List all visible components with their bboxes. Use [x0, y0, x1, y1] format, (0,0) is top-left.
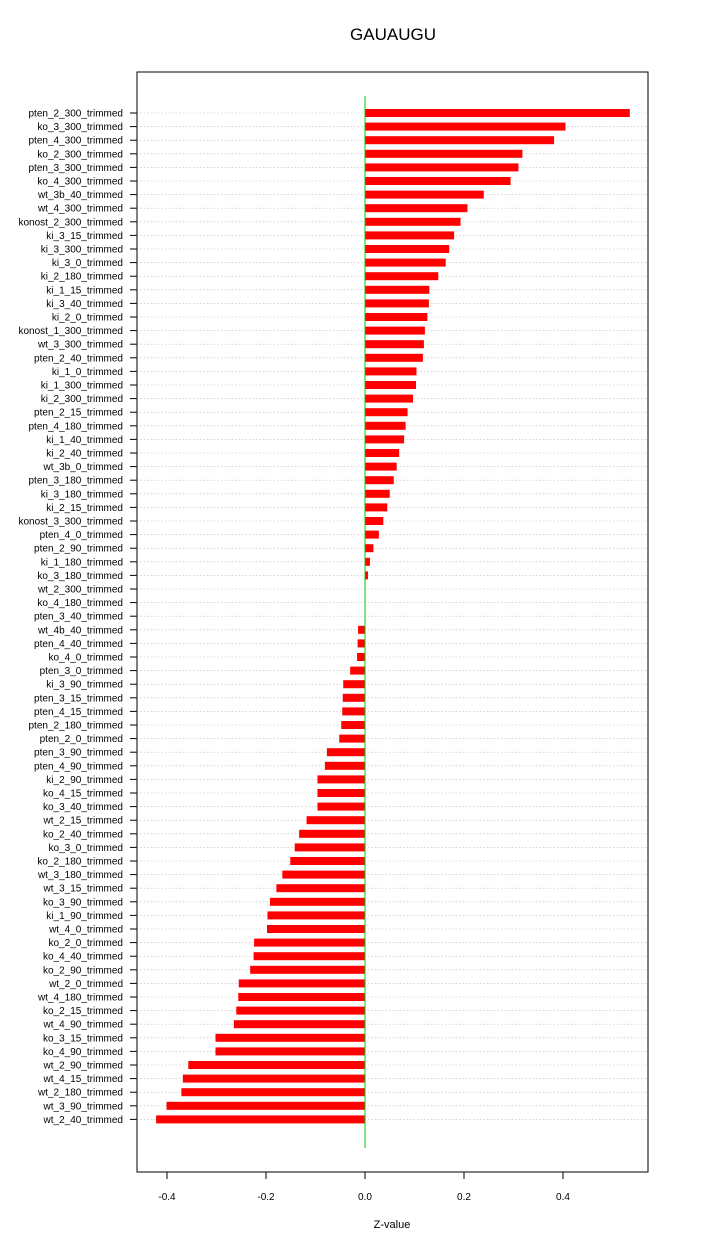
category-label: ko_2_300_trimmed — [37, 149, 123, 161]
bar-ki_2_15_trimmed — [365, 503, 387, 511]
bar-ki_3_180_trimmed — [365, 490, 390, 498]
bar-ko_3_40_trimmed — [317, 803, 365, 811]
bar-wt_3_300_trimmed — [365, 340, 424, 348]
category-label: pten_4_180_trimmed — [28, 421, 123, 433]
bar-ki_2_300_trimmed — [365, 395, 413, 403]
x-axis — [158, 1172, 570, 1203]
category-label: konost_1_300_trimmed — [18, 326, 123, 338]
category-label: pten_2_300_trimmed — [28, 108, 123, 120]
category-label: ki_3_180_trimmed — [40, 489, 123, 501]
bar-wt_2_40_trimmed — [156, 1115, 365, 1123]
bar-pten_3_15_trimmed — [343, 694, 365, 702]
bar-ki_3_40_trimmed — [365, 299, 429, 307]
bar-ki_3_15_trimmed — [365, 231, 454, 239]
bar-ki_3_300_trimmed — [365, 245, 449, 253]
bar-ko_4_90_trimmed — [216, 1047, 365, 1055]
bar-ki_2_40_trimmed — [365, 449, 399, 457]
category-label: ki_3_300_trimmed — [40, 244, 123, 256]
bar-ki_2_0_trimmed — [365, 313, 427, 321]
category-label: pten_4_40_trimmed — [34, 638, 123, 650]
bar-pten_4_15_trimmed — [342, 707, 365, 715]
bar-wt_3b_0_trimmed — [365, 463, 397, 471]
category-label: wt_2_0_trimmed — [49, 978, 123, 990]
bar-wt_3_90_trimmed — [167, 1102, 365, 1110]
category-label: ki_3_40_trimmed — [46, 298, 123, 310]
category-label: ko_2_90_trimmed — [42, 965, 123, 977]
category-label: wt_4_15_trimmed — [43, 1074, 123, 1086]
category-label: pten_2_40_trimmed — [34, 353, 123, 365]
bar-pten_4_0_trimmed — [365, 531, 379, 539]
bar-ko_4_40_trimmed — [254, 952, 365, 960]
category-label: pten_3_0_trimmed — [39, 666, 123, 678]
bar-wt_3_15_trimmed — [276, 884, 365, 892]
bar-ki_1_300_trimmed — [365, 381, 416, 389]
category-label: wt_2_300_trimmed — [37, 584, 123, 596]
bar-ki_1_0_trimmed — [365, 367, 416, 375]
category-label: pten_2_180_trimmed — [28, 720, 123, 732]
category-label: pten_2_0_trimmed — [39, 734, 123, 746]
bar-ko_3_0_trimmed — [295, 843, 365, 851]
category-label: ko_4_180_trimmed — [37, 598, 123, 610]
category-label: ko_3_40_trimmed — [42, 802, 123, 814]
category-label: wt_4_180_trimmed — [37, 992, 123, 1004]
x-tick-label: 0.4 — [556, 1192, 570, 1203]
category-label: ki_3_90_trimmed — [46, 679, 123, 691]
bar-wt_2_90_trimmed — [188, 1061, 365, 1069]
bar-ki_1_90_trimmed — [267, 911, 365, 919]
category-label: pten_2_90_trimmed — [34, 543, 123, 555]
category-label: ko_4_15_trimmed — [42, 788, 123, 800]
bar-pten_2_0_trimmed — [339, 735, 365, 743]
bar-konost_3_300_trimmed — [365, 517, 383, 525]
category-label: pten_3_90_trimmed — [34, 747, 123, 759]
bar-wt_3b_40_trimmed — [365, 191, 484, 199]
bar-ko_2_90_trimmed — [250, 966, 365, 974]
category-label: ki_2_40_trimmed — [46, 448, 123, 460]
bar-ki_1_180_trimmed — [365, 558, 370, 566]
bar-pten_2_180_trimmed — [341, 721, 365, 729]
category-label: ki_2_15_trimmed — [46, 502, 123, 514]
category-label: ki_2_90_trimmed — [46, 774, 123, 786]
category-label: ko_3_300_trimmed — [37, 122, 123, 134]
category-label: ki_1_0_trimmed — [51, 366, 123, 378]
bar-pten_2_90_trimmed — [365, 544, 373, 552]
bar-wt_2_15_trimmed — [307, 816, 365, 824]
category-label: wt_3_15_trimmed — [43, 883, 123, 895]
category-label: ki_3_15_trimmed — [46, 230, 123, 242]
category-label: pten_3_15_trimmed — [34, 693, 123, 705]
category-label: pten_4_300_trimmed — [28, 135, 123, 147]
bar-pten_2_15_trimmed — [365, 408, 408, 416]
x-axis-label: Z-value — [373, 1219, 411, 1231]
category-label: ki_1_300_trimmed — [40, 380, 123, 392]
category-label: ko_3_90_trimmed — [42, 897, 123, 909]
bar-pten_3_300_trimmed — [365, 163, 518, 171]
category-label: wt_3b_0_trimmed — [43, 462, 123, 474]
bar-pten_4_90_trimmed — [325, 762, 365, 770]
category-label: pten_2_15_trimmed — [34, 407, 123, 419]
bar-ki_1_15_trimmed — [365, 286, 429, 294]
category-label: wt_4_90_trimmed — [43, 1019, 123, 1031]
bar-wt_3_180_trimmed — [282, 871, 365, 879]
bar-pten_2_300_trimmed — [365, 109, 630, 117]
bar-wt_4_180_trimmed — [238, 993, 365, 1001]
bar-wt_4b_40_trimmed — [358, 626, 365, 634]
category-label: konost_3_300_trimmed — [18, 516, 123, 528]
category-label: pten_4_15_trimmed — [34, 706, 123, 718]
category-label: ki_1_15_trimmed — [46, 285, 123, 297]
category-label: ki_3_0_trimmed — [51, 258, 123, 270]
category-label: pten_4_0_trimmed — [39, 530, 123, 542]
bar-pten_2_40_trimmed — [365, 354, 423, 362]
bar-wt_4_90_trimmed — [234, 1020, 365, 1028]
bar-ko_3_300_trimmed — [365, 123, 565, 131]
bar-konost_1_300_trimmed — [365, 327, 425, 335]
bar-pten_3_90_trimmed — [327, 748, 365, 756]
bar-ki_1_40_trimmed — [365, 435, 404, 443]
category-label: wt_2_15_trimmed — [43, 815, 123, 827]
bar-wt_2_180_trimmed — [181, 1088, 365, 1096]
bar-wt_4_0_trimmed — [267, 925, 365, 933]
category-label: ko_2_15_trimmed — [42, 1006, 123, 1018]
x-tick-label: -0.2 — [257, 1192, 275, 1203]
bar-wt_4_300_trimmed — [365, 204, 467, 212]
category-label: wt_3_300_trimmed — [37, 339, 123, 351]
x-tick-label: 0.0 — [358, 1192, 372, 1203]
category-label: ki_2_300_trimmed — [40, 394, 123, 406]
bar-ki_3_90_trimmed — [343, 680, 365, 688]
bar-konost_2_300_trimmed — [365, 218, 461, 226]
category-label: ko_4_0_trimmed — [48, 652, 123, 664]
category-label: wt_3_180_trimmed — [37, 870, 123, 882]
category-label: ki_2_180_trimmed — [40, 271, 123, 283]
category-label: ko_2_180_trimmed — [37, 856, 123, 868]
bar-wt_4_15_trimmed — [183, 1075, 365, 1083]
chart-title: GAUAUGU — [350, 25, 436, 44]
bar-pten_3_0_trimmed — [350, 667, 365, 675]
category-label: wt_4_300_trimmed — [37, 203, 123, 215]
bar-ko_2_300_trimmed — [365, 150, 522, 158]
category-label: ki_1_40_trimmed — [46, 434, 123, 446]
bar-pten_4_300_trimmed — [365, 136, 554, 144]
category-label: wt_4_0_trimmed — [49, 924, 123, 936]
category-label: pten_3_40_trimmed — [34, 611, 123, 623]
category-label: wt_2_40_trimmed — [43, 1114, 123, 1126]
category-label: ko_4_90_trimmed — [42, 1046, 123, 1058]
bar-ko_4_300_trimmed — [365, 177, 511, 185]
category-label: ko_4_300_trimmed — [37, 176, 123, 188]
category-label: ki_2_0_trimmed — [51, 312, 123, 324]
category-label: ki_1_90_trimmed — [46, 910, 123, 922]
bar-ko_3_90_trimmed — [270, 898, 365, 906]
category-label: wt_2_180_trimmed — [37, 1087, 123, 1099]
bar-ki_2_90_trimmed — [317, 775, 365, 783]
category-label: pten_4_90_trimmed — [34, 761, 123, 773]
category-label: ki_1_180_trimmed — [40, 557, 123, 569]
bar-ko_3_15_trimmed — [216, 1034, 365, 1042]
bar-ki_3_0_trimmed — [365, 259, 446, 267]
bar-ko_2_15_trimmed — [236, 1007, 365, 1015]
bar-pten_4_180_trimmed — [365, 422, 406, 430]
category-label: ko_4_40_trimmed — [42, 951, 123, 963]
x-tick-label: 0.2 — [457, 1192, 471, 1203]
bar-ko_2_0_trimmed — [254, 939, 365, 947]
bar-ko_4_0_trimmed — [357, 653, 365, 661]
category-label: ko_2_0_trimmed — [48, 938, 123, 950]
category-label: konost_2_300_trimmed — [18, 217, 123, 229]
bar-ko_4_15_trimmed — [317, 789, 365, 797]
bar-pten_4_40_trimmed — [358, 639, 365, 647]
category-label: ko_3_0_trimmed — [48, 842, 123, 854]
category-label: wt_3b_40_trimmed — [37, 190, 123, 202]
category-label: wt_2_90_trimmed — [43, 1060, 123, 1072]
x-tick-label: -0.4 — [158, 1192, 176, 1203]
bar-pten_3_180_trimmed — [365, 476, 394, 484]
category-label: ko_2_40_trimmed — [42, 829, 123, 841]
category-label: pten_3_180_trimmed — [28, 475, 123, 487]
category-label: ko_3_180_trimmed — [37, 570, 123, 582]
category-label: pten_3_300_trimmed — [28, 162, 123, 174]
category-label: ko_3_15_trimmed — [42, 1033, 123, 1045]
bar-ko_2_40_trimmed — [299, 830, 365, 838]
bar-ko_2_180_trimmed — [290, 857, 365, 865]
category-label: wt_4b_40_trimmed — [37, 625, 123, 637]
category-label: wt_3_90_trimmed — [43, 1101, 123, 1113]
category-labels — [18, 109, 137, 1126]
bar-wt_2_0_trimmed — [239, 979, 365, 987]
bar-ki_2_180_trimmed — [365, 272, 438, 280]
